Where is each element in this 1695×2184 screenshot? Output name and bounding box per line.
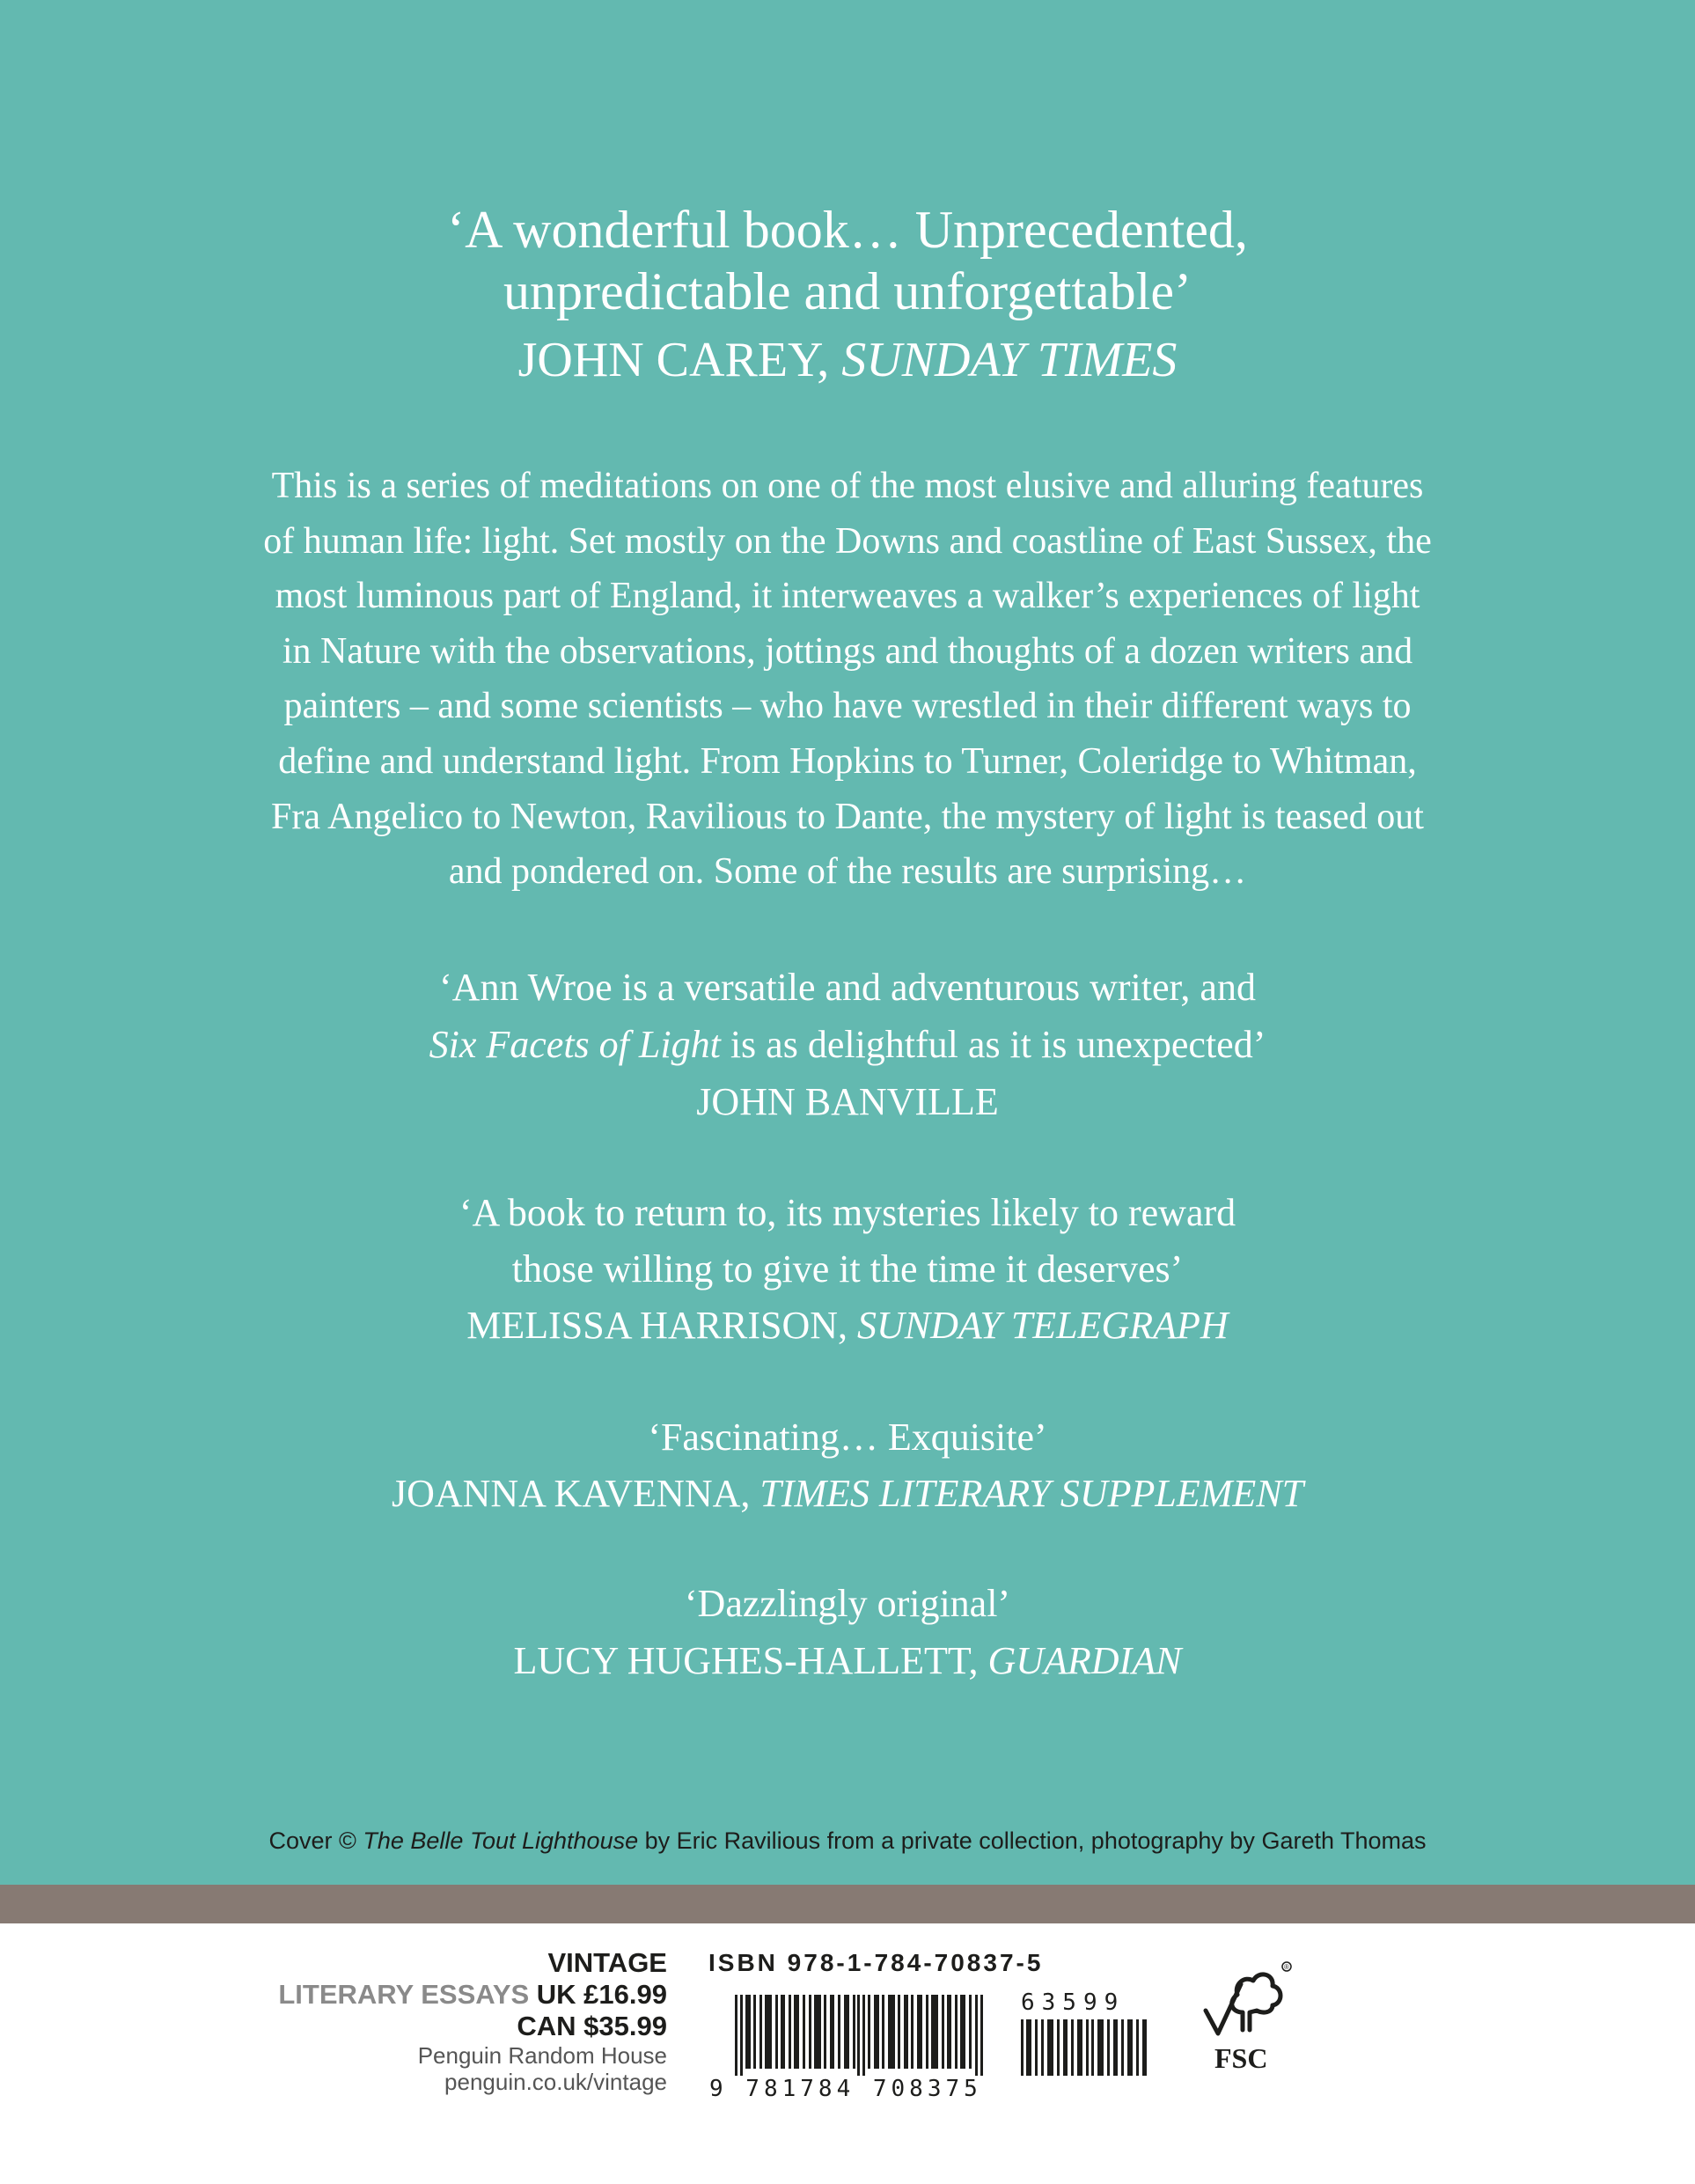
quote-2-author: JOHN BANVILLE (696, 1080, 999, 1123)
quote-1-line-2: unpredictable and unforgettable’ (503, 262, 1192, 320)
blurb-line: This is a series of meditations on one of the most elusive and alluring features (271, 466, 1424, 506)
blurb-line: painters – and some scientists – who have wrestled in their different ways to (283, 686, 1412, 727)
quote-5-source: GUARDIAN (987, 1639, 1182, 1682)
quote-1-line-1: ‘A wonderful book… Unprecedented, (447, 201, 1248, 259)
quote-3-line-1: ‘A book to return to, its mysteries likely to reward (459, 1191, 1236, 1234)
price-can: CAN $35.99 (517, 2011, 667, 2041)
quote-3-line-2: those willing to give it the time it deserves’ (511, 1247, 1184, 1291)
blurb-line: Fra Angelico to Newton, Ravilious to Dante, the mystery of light is teased out (271, 796, 1424, 837)
publisher-url: penguin.co.uk/vintage (444, 2069, 667, 2095)
blurb-line: of human life: light. Set mostly on the Downs and coastline of East Sussex, the (263, 520, 1432, 562)
fsc-label: FSC (1214, 2042, 1268, 2074)
quote-1-attribution (0, 329, 1695, 391)
quote-5-line-1: ‘Dazzlingly original’ (684, 1582, 1011, 1625)
blurb-line: most luminous part of England, it interweaves a walker’s experiences of light (275, 576, 1420, 617)
divider-stripe (0, 1885, 1695, 1923)
barcode-icon (735, 1995, 986, 2076)
quote-2-line-2-rest: is as delightful as it is unexpected’ (720, 1023, 1266, 1066)
publisher-name: VINTAGE (547, 1947, 667, 1978)
blurb-line: and pondered on. Some of the results are surprising… (448, 851, 1247, 893)
imprint-info (139, 1947, 667, 2095)
quote-1-author: JOHN CAREY, (517, 333, 842, 387)
addon-barcode-icon (1021, 2019, 1148, 2076)
quote-2-book-title: Six Facets of Light (429, 1023, 721, 1066)
blurb-line: in Nature with the observations, jottings and thoughts of a dozen writers and (282, 630, 1413, 672)
category-label: LITERARY ESSAYS (278, 1979, 530, 2010)
quote-4-attribution (0, 1466, 1695, 1521)
publisher-group: Penguin Random House (417, 2042, 667, 2069)
quote-3-attribution (0, 1298, 1695, 1353)
isbn-label: ISBN 978-1-784-70837-5 (708, 1949, 1044, 1976)
quote-3-source: SUNDAY TELEGRAPH (857, 1304, 1229, 1347)
credit-suffix: by Eric Ravilious from a private collection, photography by Gareth Thomas (638, 1827, 1427, 1854)
barcode-number: 9 781784 708375 (709, 2076, 982, 2102)
quote-4-source: TIMES LITERARY SUPPLEMENT (759, 1472, 1304, 1515)
barcode-addon-number: 63599 (1021, 1989, 1126, 2016)
credit-work: The Belle Tout Lighthouse (363, 1827, 639, 1854)
quote-4-author: JOANNA KAVENNA, (391, 1472, 760, 1515)
quote-2-line-2 (0, 1017, 1695, 1072)
cover-credit (0, 1827, 1695, 1855)
quote-1-source: SUNDAY TIMES (841, 333, 1178, 387)
quote-3-author: MELISSA HARRISON, (466, 1304, 858, 1347)
credit-prefix: Cover © (268, 1827, 363, 1854)
quote-5-author: LUCY HUGHES-HALLETT, (513, 1639, 988, 1682)
book-description (150, 459, 1545, 900)
fsc-registered-mark: ® (1284, 1963, 1289, 1971)
category-price-uk (139, 1979, 667, 2011)
quote-5-attribution (0, 1633, 1695, 1688)
blurb-line: define and understand light. From Hopkins to Turner, Coleridge to Whitman, (278, 740, 1417, 782)
price-uk: UK £16.99 (529, 1979, 667, 2010)
quote-2-line-1: ‘Ann Wroe is a versatile and adventurous writer, and (439, 966, 1256, 1009)
quote-4-line-1: ‘Fascinating… Exquisite’ (648, 1416, 1047, 1459)
